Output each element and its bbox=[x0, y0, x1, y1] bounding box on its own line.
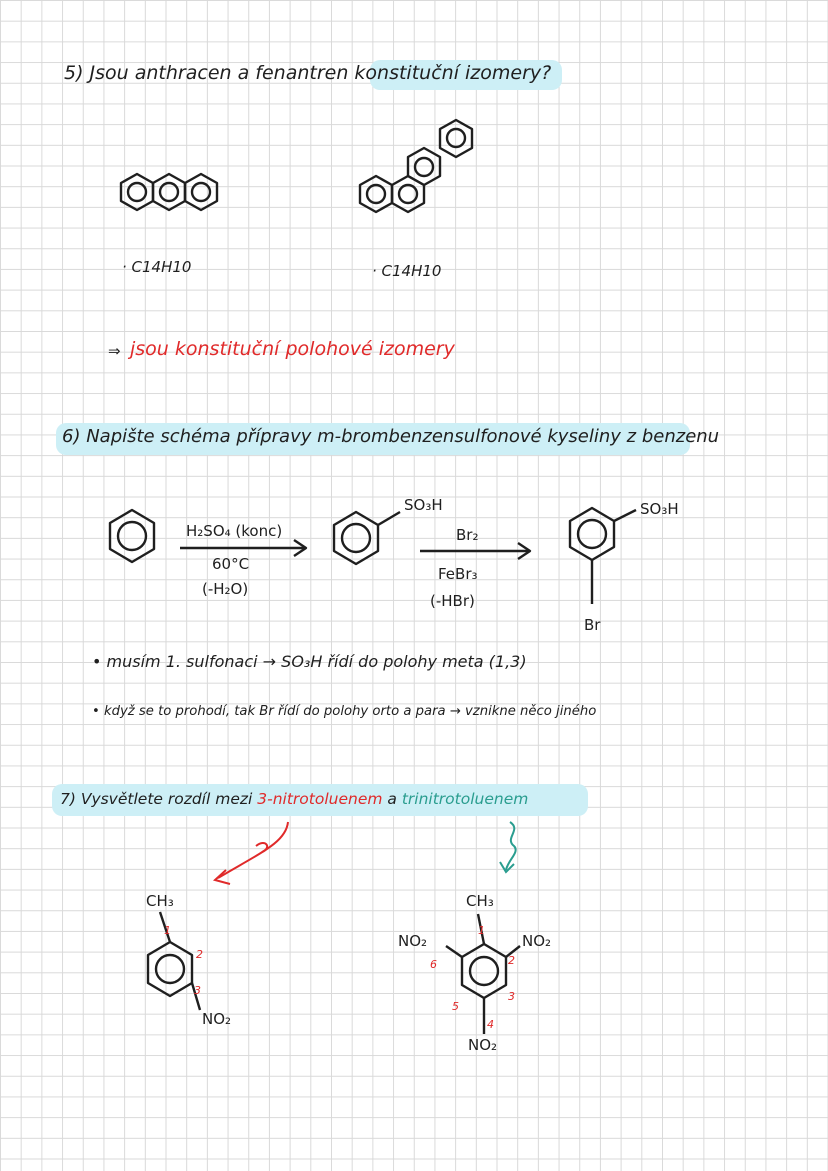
phenanthrene-structure bbox=[360, 120, 472, 212]
no2-label-right-ortho-right: NO₂ bbox=[522, 932, 552, 950]
catalyst-febr3: FeBr₃ bbox=[438, 565, 478, 583]
q5-answer: jsou konstituční polohové izomery bbox=[130, 338, 455, 360]
phenanthrene-formula: · C14H10 bbox=[372, 262, 442, 280]
q6-title: 6) Napište schéma přípravy m-brombenzensulfonové kyseliny z benzenu bbox=[62, 426, 720, 447]
reagent-br2: Br₂ bbox=[456, 526, 479, 544]
locant-5-right: 5 bbox=[452, 1000, 459, 1013]
q7-term-3-nitrotoluene: 3-nitrotoluenem bbox=[257, 790, 383, 808]
q7-title bbox=[60, 790, 528, 808]
ch3-label-right: CH₃ bbox=[466, 892, 494, 910]
note-order-swap: • když se to prohodí, tak Br řídí do polohy orto a para → vznikne něco jiného bbox=[92, 704, 597, 719]
q5-title: 5) Jsou anthracen a fenantren konstituční izomery? bbox=[64, 62, 552, 84]
locant-6-right: 6 bbox=[430, 958, 437, 971]
ch3-label-left: CH₃ bbox=[146, 892, 174, 910]
red-arrow bbox=[215, 822, 288, 884]
no2-label-right-para: NO₂ bbox=[468, 1036, 498, 1054]
q7-term-trinitrotoluene: trinitrotoluenem bbox=[401, 790, 529, 808]
anthracene-structure bbox=[121, 174, 217, 210]
q7-title-prefix: 7) Vysvětlete rozdíl mezi bbox=[60, 790, 253, 808]
reaction-arrow-2 bbox=[420, 543, 530, 559]
reagent-h2so4: H₂SO₄ (konc) bbox=[186, 522, 283, 540]
3-nitrotoluene-structure bbox=[148, 912, 200, 1010]
q7-connector: a bbox=[387, 790, 397, 808]
benzenesulfonic-acid-structure bbox=[334, 512, 400, 564]
reaction-arrow-1 bbox=[180, 540, 306, 556]
locant-2-left: 2 bbox=[196, 948, 203, 961]
product-structure bbox=[570, 508, 636, 604]
teal-arrow bbox=[500, 822, 516, 872]
byproduct-water: (-H₂O) bbox=[202, 580, 249, 598]
locant-3-left: 3 bbox=[194, 984, 201, 997]
no2-label-left: NO₂ bbox=[202, 1010, 232, 1028]
answer-arrow: ⇒ bbox=[108, 342, 121, 360]
no2-label-right-ortho-left: NO₂ bbox=[398, 932, 428, 950]
so3h-label-2: SO₃H bbox=[640, 500, 679, 518]
benzene-1 bbox=[110, 510, 154, 562]
note-sulfonation-first: • musím 1. sulfonaci → SO₃H řídí do polohy meta (1,3) bbox=[92, 652, 527, 671]
locant-4-right: 4 bbox=[487, 1018, 494, 1031]
locant-1-left: 1 bbox=[164, 924, 171, 937]
locant-1-right: 1 bbox=[478, 924, 485, 937]
so3h-label-1: SO₃H bbox=[404, 496, 443, 514]
condition-temperature: 60°C bbox=[212, 555, 250, 573]
byproduct-hbr: (-HBr) bbox=[430, 592, 475, 610]
locant-2-right: 2 bbox=[508, 954, 515, 967]
br-label: Br bbox=[584, 616, 601, 634]
locant-3-right: 3 bbox=[508, 990, 515, 1003]
anthracene-formula: · C14H10 bbox=[122, 258, 192, 276]
